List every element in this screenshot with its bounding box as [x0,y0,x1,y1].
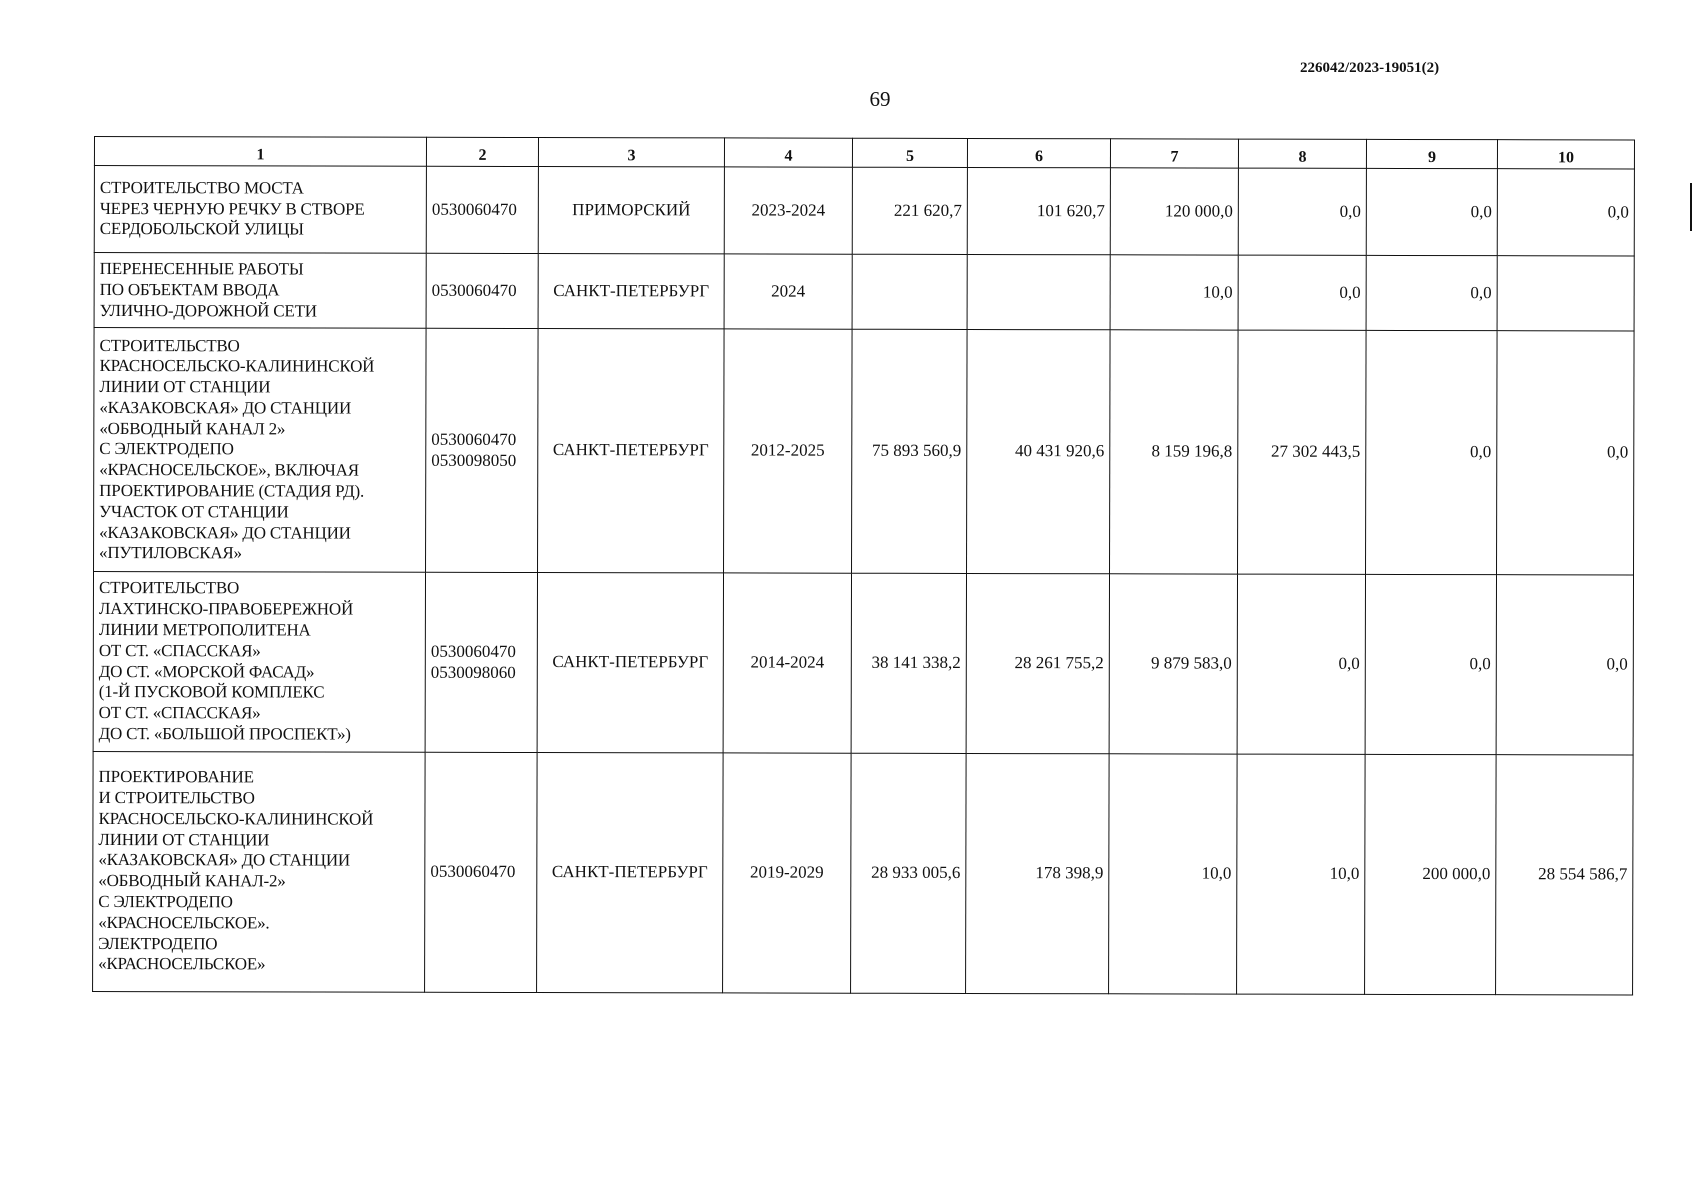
object-name-line: «ПУТИЛОВСКАЯ» [99,543,242,563]
value-cell-10: 28 554 586,7 [1496,754,1634,994]
budget-table [92,136,1635,995]
table-row [93,751,1634,994]
object-name-line: ПРОЕКТИРОВАНИЕ (СТАДИЯ РД). [99,481,365,501]
object-name-line: ДО СТ. «МОРСКОЙ ФАСАД» [98,661,315,682]
period-cell: 2019-2029 [723,753,852,993]
value-cell-6: 101 620,7 [967,167,1110,254]
object-name-line: «КАЗАКОВСКАЯ» ДО СТАНЦИИ [99,522,351,543]
value-cell-5: 221 620,7 [852,167,967,254]
object-name-line: ПЕРЕНЕСЕННЫЕ РАБОТЫ [99,259,304,279]
budget-code-cell [426,166,538,253]
column-header: 2 [426,137,538,166]
value-cell-7: 9 879 583,0 [1109,574,1237,754]
object-name-line: КРАСНОСЕЛЬСКО-КАЛИНИНСКОЙ [98,808,374,829]
value-cell-6: 40 431 920,6 [967,330,1111,574]
column-header: 10 [1497,140,1634,169]
object-name-cell [93,751,426,992]
table-row [94,253,1634,332]
value-cell-10: 0,0 [1497,331,1635,575]
period-cell: 2014-2024 [723,573,851,753]
object-name-line: И СТРОИТЕЛЬСТВО [98,788,255,808]
district-cell: САНКТ-ПЕТЕРБУРГ [537,752,724,992]
value-cell-5 [852,254,967,330]
period-cell: 2012-2025 [724,329,853,573]
margin-mark [1690,183,1692,231]
object-name-line: С ЭЛЕКТРОДЕПО [98,892,233,912]
period-cell: 2024 [724,254,852,330]
period-cell: 2023-2024 [724,167,852,254]
column-header: 1 [94,137,426,167]
budget-code: 0530060470 [430,861,516,881]
district-cell: САНКТ-ПЕТЕРБУРГ [538,254,724,330]
budget-code: 0530060470 [431,199,517,219]
budget-code: 0530060470 [431,280,517,300]
object-name-line: «КРАСНОСЕЛЬСКОЕ» [98,954,266,974]
value-cell-6: 178 398,9 [966,753,1110,993]
object-name-line: «ОБВОДНЫЙ КАНАЛ 2» [99,418,286,439]
value-cell-8: 0,0 [1237,574,1365,754]
budget-code: 0530060470 [430,641,516,661]
budget-code: 0530060470 [431,429,517,450]
budget-code-cell [426,329,539,573]
value-cell-6: 28 261 755,2 [966,574,1109,754]
value-cell-9: 200 000,0 [1365,754,1497,994]
object-name-line: «КРАСНОСЕЛЬСКОЕ», ВКЛЮЧАЯ [99,460,359,480]
object-name-line: СТРОИТЕЛЬСТВО [98,578,240,598]
object-name-line: ПО ОБЪЕКТАМ ВВОДА [99,279,280,300]
column-header: 9 [1366,139,1497,168]
object-name-line: (1-Й ПУСКОВОЙ КОМПЛЕКС [98,682,325,702]
column-header: 5 [852,138,967,167]
object-name-line: ЛИНИИ ОТ СТАНЦИИ [99,377,271,397]
budget-code-cell [425,752,538,992]
budget-code-cell [425,573,537,753]
value-cell-10 [1497,256,1634,332]
object-name-cell [94,253,426,329]
budget-code: 0530098050 [431,450,517,470]
column-header: 3 [538,138,724,167]
object-name-line: УЛИЧНО-ДОРОЖНОЙ СЕТИ [99,300,317,321]
district-cell: САНКТ-ПЕТЕРБУРГ [538,329,725,573]
value-cell-10: 0,0 [1497,169,1634,256]
value-cell-5: 75 893 560,9 [852,330,968,574]
object-name-line: СТРОИТЕЛЬСТВО МОСТА [99,177,304,198]
object-name-line: КРАСНОСЕЛЬСКО-КАЛИНИНСКОЙ [99,356,375,376]
object-name-line: ОТ СТ. «СПАССКАЯ» [98,640,261,661]
page-number: 69 [869,87,891,111]
table-header-row [94,137,1634,169]
object-name-line: СТРОИТЕЛЬСТВО [99,335,240,355]
value-cell-5: 38 141 338,2 [851,574,966,754]
object-name-line: ЧЕРЕЗ ЧЕРНУЮ РЕЧКУ В СТВОРЕ [99,198,365,219]
object-name-line: «КАЗАКОВСКАЯ» ДО СТАНЦИИ [99,397,352,418]
table-row [94,166,1634,256]
value-cell-8: 27 302 443,5 [1238,330,1367,574]
table-row [94,328,1635,575]
column-header: 4 [724,138,852,167]
object-name-line: С ЭЛЕКТРОДЕПО [99,439,234,459]
value-cell-8: 0,0 [1238,168,1366,255]
value-cell-9: 0,0 [1366,255,1497,331]
object-name-line: СЕРДОБОЛЬСКОЙ УЛИЦЫ [99,219,304,239]
object-name-line: ЛИНИИ ОТ СТАНЦИИ [98,829,270,850]
district-cell: САНКТ-ПЕТЕРБУРГ [537,573,723,753]
value-cell-7: 120 000,0 [1110,168,1238,255]
budget-code-cell [426,253,538,329]
object-name-line: ОТ СТ. «СПАССКАЯ» [98,703,261,723]
value-cell-5: 28 933 005,6 [851,753,967,993]
value-cell-9: 0,0 [1366,168,1497,255]
object-name-line: «КРАСНОСЕЛЬСКОЕ». [98,912,270,933]
value-cell-9: 0,0 [1365,575,1496,755]
value-cell-7: 10,0 [1110,255,1238,331]
object-name-cell [94,328,427,573]
budget-code: 0530098060 [430,662,516,682]
table-row [93,572,1633,755]
value-cell-9: 0,0 [1366,331,1498,575]
column-header: 8 [1238,139,1366,168]
object-name-line: ЛИНИИ МЕТРОПОЛИТЕНА [98,619,311,640]
object-name-cell [94,166,426,254]
value-cell-8: 10,0 [1237,754,1366,994]
object-name-line: ДО СТ. «БОЛЬШОЙ ПРОСПЕКТ») [98,723,351,744]
value-cell-7: 10,0 [1109,754,1238,994]
object-name-cell [93,572,425,752]
column-header: 6 [967,138,1110,167]
value-cell-10: 0,0 [1496,575,1633,755]
value-cell-8: 0,0 [1238,255,1366,331]
object-name-line: ЭЛЕКТРОДЕПО [98,933,218,953]
object-name-line: УЧАСТОК ОТ СТАНЦИИ [99,501,289,522]
value-cell-7: 8 159 196,8 [1110,330,1239,574]
column-header: 7 [1110,139,1238,168]
district-cell: ПРИМОРСКИЙ [538,167,724,254]
object-name-line: «ОБВОДНЫЙ КАНАЛ-2» [98,871,286,891]
object-name-line: «КАЗАКОВСКАЯ» ДО СТАНЦИИ [98,850,351,871]
object-name-line: ЛАХТИНСКО-ПРАВОБЕРЕЖНОЙ [98,599,354,619]
object-name-line: ПРОЕКТИРОВАНИЕ [98,767,254,787]
document-registration-number: 226042/2023-19051(2) [1300,60,1440,76]
value-cell-6 [967,254,1110,330]
